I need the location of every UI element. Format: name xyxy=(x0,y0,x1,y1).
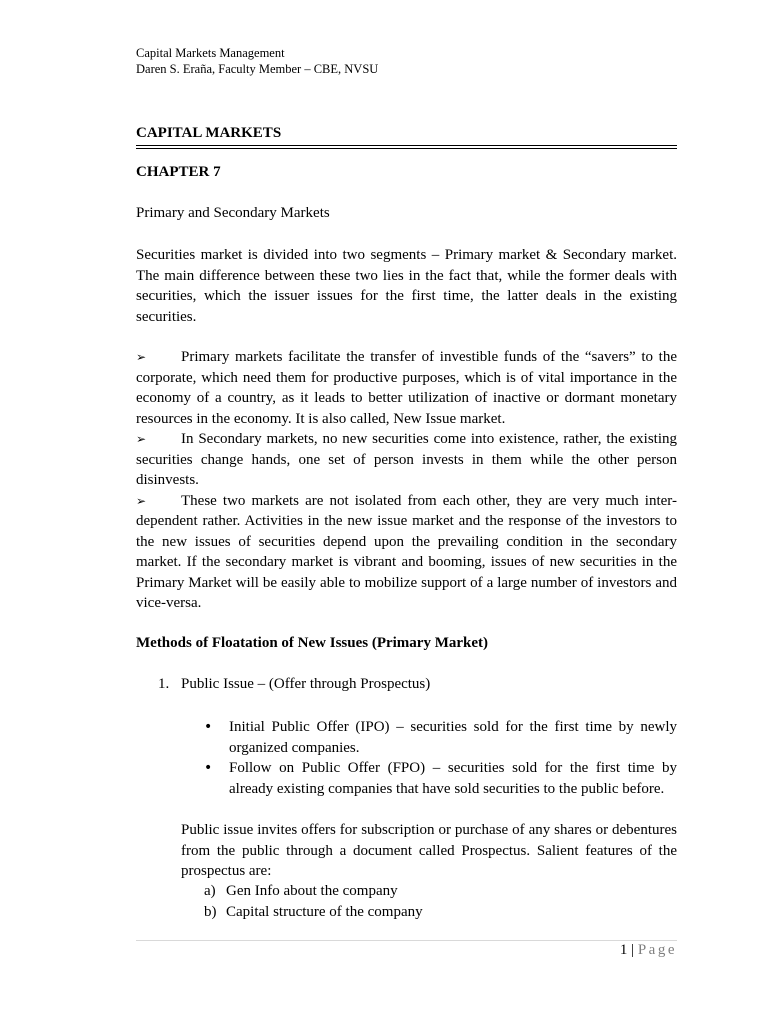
page-header xyxy=(136,45,378,77)
bullet-dot-icon: • xyxy=(204,760,213,776)
chapter-heading: CHAPTER 7 xyxy=(136,164,221,180)
arrow-bullet-item: ➢ Primary markets facilitate the transfer of investible funds of the “savers” to the corporate, which need them for productive purposes, which is of vital importance in the economy of a country, as it leads to better utilization of inactive or dormant monetary resources in the economy. It is also called, New Issue market. xyxy=(136,349,677,427)
header-author: Daren S. Eraña, Faculty Member – CBE, NVSU xyxy=(136,62,379,76)
numbered-item-text: Public Issue – (Offer through Prospectus) xyxy=(181,676,431,692)
title-rule xyxy=(136,145,677,146)
chapter-subtitle: Primary and Secondary Markets xyxy=(136,205,330,221)
intro-paragraph: Securities market is divided into two segments – Primary market & Secondary market. The main difference between these two lies in the fact that, while the former deals with securities, which the issuer issues for the first time, the latter deals in the existing securities. xyxy=(136,247,677,325)
public-issue-paragraph: Public issue invites offers for subscription or purchase of any shares or debentures from the public through a document called Prospectus. Salient features of the prospectus are: xyxy=(181,822,677,879)
document-title: CAPITAL MARKETS xyxy=(136,125,282,141)
arrow-bullet-list xyxy=(136,347,677,614)
arrow-bullet-icon: ➢ xyxy=(136,493,147,508)
arrow-bullet-icon: ➢ xyxy=(136,350,147,364)
methods-heading: Methods of Floatation of New Issues (Primary Market) xyxy=(136,635,489,651)
arrow-bullet-icon: ➢ xyxy=(136,432,147,446)
arrow-bullet-item: ➢ These two markets are not isolated from each other, they are very much inter-dependent rather. Activities in the new issue market and the response of the investors to the new issues of securities depend upon the prevailing condition in the secondary market. If the secondary market is vibrant and booming, issues of new securities in the Primary Market will be easily able to mobilize support of a large number of investors and vice-versa. xyxy=(136,492,677,611)
features-list xyxy=(204,881,423,922)
offer-bullet-item: • Initial Public Offer (IPO) – securities sold for the first time by newly organized companies. xyxy=(204,719,677,756)
footer-rule xyxy=(136,940,677,941)
header-course: Capital Markets Management xyxy=(136,46,285,60)
title-rule-thin xyxy=(136,148,677,149)
page-label: Page xyxy=(637,942,677,958)
page-number: 1 xyxy=(619,942,628,958)
feature-item: b) Capital structure of the company xyxy=(204,903,423,920)
feature-item: a) Gen Info about the company xyxy=(204,883,398,899)
offer-bullet-list xyxy=(204,717,677,799)
page-footer xyxy=(620,942,677,959)
numbered-item xyxy=(158,676,430,693)
bullet-dot-icon: • xyxy=(204,719,213,735)
page-separator: | xyxy=(627,942,638,958)
numbered-item-number: 1. xyxy=(158,676,170,692)
arrow-bullet-item: ➢ In Secondary markets, no new securities come into existence, rather, the existing securities change hands, one set of person invests in them while the other person disinvests. xyxy=(136,431,677,488)
offer-bullet-item: • Follow on Public Offer (FPO) – securities sold for the first time by already existing companies that have sold securities to the public before. xyxy=(204,760,677,797)
